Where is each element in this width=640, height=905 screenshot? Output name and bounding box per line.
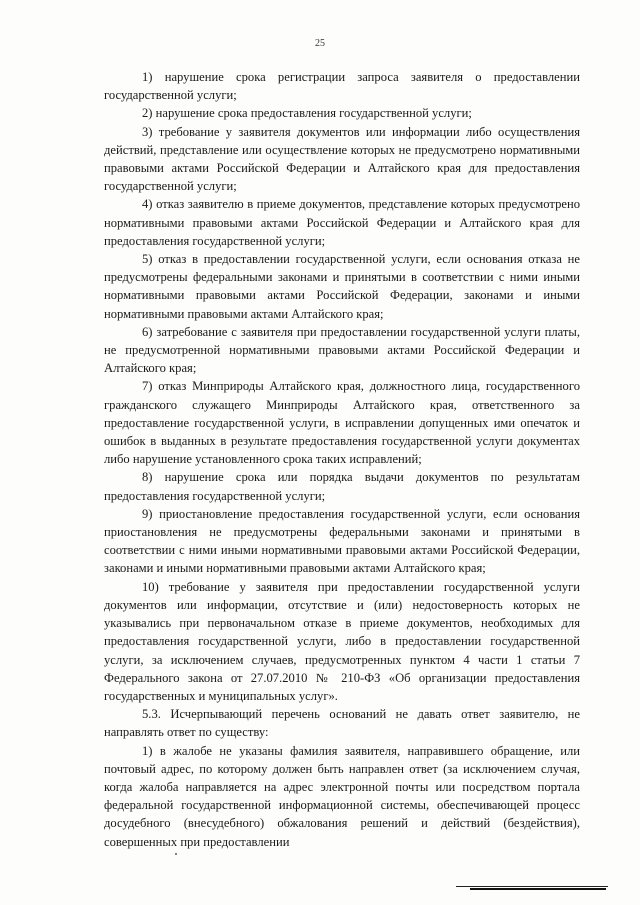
paragraph-item-6: 6) затребование с заявителя при предоставлении государственной услуги платы, не предусмотренной нормативными правовыми актами Российской Федерации и Алтайского края; [104,324,580,376]
paragraph-item-1: 1) нарушение срока регистрации запроса заявителя о предоставлении государственной услуги; [104,70,580,103]
document-body [104,68,580,851]
paragraph-item-4: 4) отказ заявителю в приеме документов, представление которых предусмотрено нормативными правовыми актами Российской Федерации и Алтайского края для предоставления государственной услуги; [104,197,580,248]
footer-rule-thick [470,888,606,890]
section-5-3-heading: 5.3. Исчерпывающий перечень оснований не давать ответ заявителю, не направлять ответ по существу: [104,707,580,740]
paragraph-item-5: 5) отказ в предоставлении государственной услуги, если основания отказа не предусмотрены федеральными законами и принятыми в соответствии с ними иными нормативными правовыми актами Российской Федерации, законами и иными нормативными правовыми актами Алтайского края; [104,252,580,321]
page-number: 25 [315,38,325,49]
paragraph-item-3: 3) требование у заявителя документов или информации либо осуществления действий, представление или осуществление которых не предусмотрено нормативными правовыми актами Российской Федерации и Алтайского края для предоставления государственной услуги; [104,124,580,194]
scan-speck [175,853,177,855]
paragraph-item-8: 8) нарушение срока или порядка выдачи документов по результатам предоставления государственной услуги; [104,470,580,503]
paragraph-item-10: 10) требование у заявителя при предоставлении государственной услуги документов или информации, отсутствие и (или) недостоверность которых не указывались при первоначальном отказе в приеме документов, необходимых для предоставления государственной услуги, либо в предоставлении государственной услуги, за исключением случаев, предусмотренных пунктом 4 части 1 статьи 7 Федерального закона от 27.07.2010 № 210-ФЗ «Об организации предоставления государственных и муниципальных услуг». [104,579,580,703]
footer-rule [456,886,608,887]
paragraph-item-2: 2) нарушение срока предоставления государственной услуги; [142,106,472,121]
paragraph-item-7: 7) отказ Минприроды Алтайского края, должностного лица, государственного гражданского служащего Минприроды Алтайского края, ответственного за предоставление государственной услуги, в исправлении допущенных ими опечаток и ошибок в выданных в результате предоставления государственной услуги документах либо нарушение установленного срока таких исправлений; [104,379,580,467]
paragraph-5-3-item-1: 1) в жалобе не указаны фамилия заявителя, направившего обращение, или почтовый адрес, по которому должен быть направлен ответ (за исключением случая, когда жалоба направляется на адрес электронной почты или посредством портала федеральной государственной информационной системы, обеспечивающей процесс досудебного (внесудебного) обжалования решений и действий (бездействия), совершенных при предоставлении [104,743,580,849]
paragraph-item-9: 9) приостановление предоставления государственной услуги, если основания приостановления не предусмотрены федеральными законами и принятыми в соответствии с ними иными нормативными правовыми актами Российской Федерации, законами и иными нормативными правовыми актами Алтайского края; [104,506,580,576]
